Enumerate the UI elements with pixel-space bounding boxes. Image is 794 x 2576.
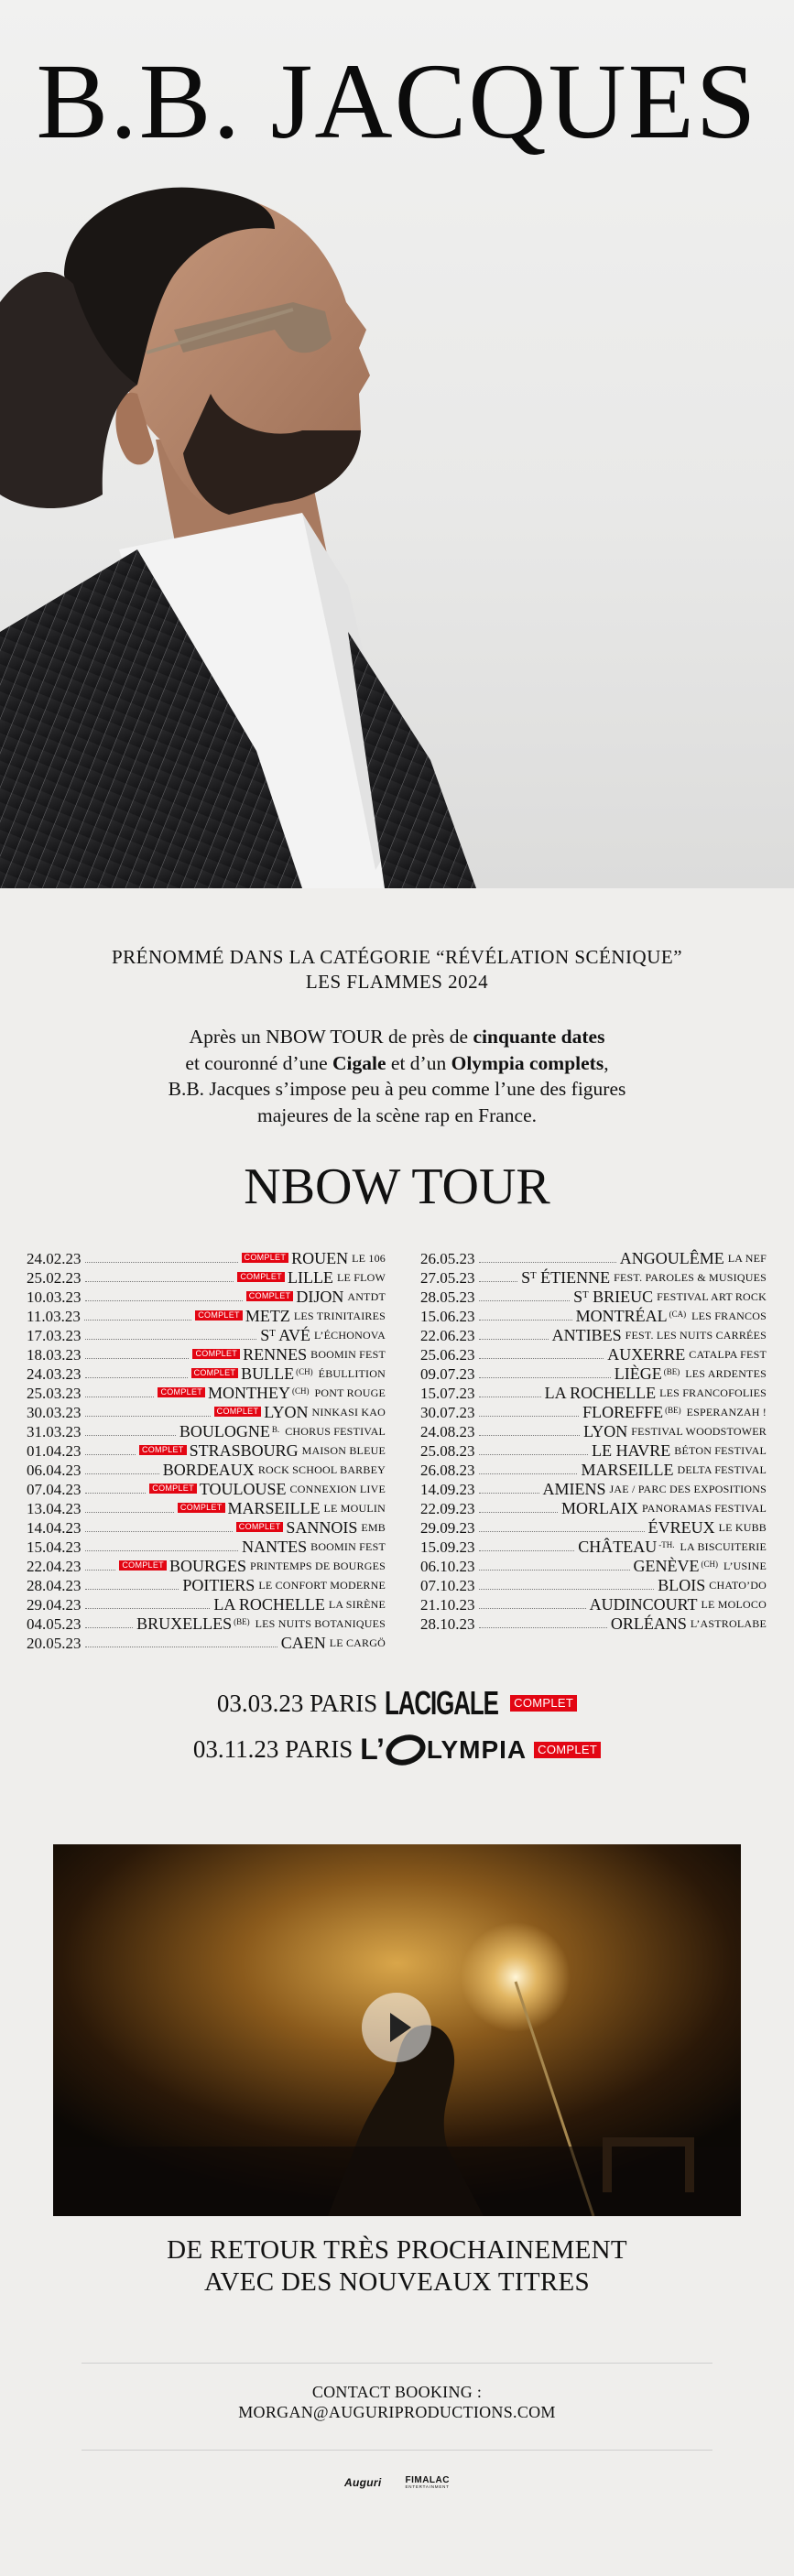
tour-date-row bbox=[420, 1267, 767, 1287]
divider bbox=[82, 2450, 712, 2451]
complet-badge: COMPLET bbox=[534, 1742, 601, 1758]
tour-date: 24.02.23 bbox=[27, 1250, 82, 1267]
dotted-leader bbox=[85, 1435, 176, 1436]
tour-venue: CATALPA FEST bbox=[689, 1348, 767, 1361]
tour-city: ANGOULÊME bbox=[619, 1249, 724, 1267]
paris-cigale-line bbox=[0, 1684, 794, 1722]
tour-city: GENÈVE bbox=[633, 1557, 700, 1575]
tour-city: AUDINCOURT bbox=[589, 1595, 698, 1614]
dotted-leader bbox=[479, 1589, 655, 1590]
tour-date: 11.03.23 bbox=[27, 1308, 81, 1325]
dotted-leader bbox=[479, 1358, 604, 1359]
dotted-leader bbox=[479, 1300, 571, 1301]
tour-date: 26.05.23 bbox=[420, 1250, 475, 1267]
dotted-leader bbox=[479, 1531, 645, 1532]
tour-venue: LA SIRÈNE bbox=[328, 1598, 386, 1611]
complet-badge: COMPLET bbox=[510, 1695, 577, 1712]
tour-venue: LES TRINITAIRES bbox=[293, 1310, 386, 1322]
complet-badge: COMPLET bbox=[191, 1368, 239, 1378]
tour-venue: BÉTON FESTIVAL bbox=[674, 1444, 767, 1457]
tour-date: 07.10.23 bbox=[420, 1577, 475, 1594]
tour-date-row bbox=[420, 1364, 767, 1383]
tour-venue: LES ARDENTES bbox=[685, 1367, 767, 1380]
country-code: (CH) bbox=[292, 1386, 310, 1396]
dotted-leader bbox=[85, 1550, 239, 1551]
tour-venue: BOOMIN FEST bbox=[310, 1540, 386, 1553]
tour-date: 07.04.23 bbox=[27, 1481, 82, 1498]
bio-line-1: Après un NBOW TOUR de près de cinquante dates bbox=[189, 1026, 605, 1048]
tour-city: LIÈGE bbox=[614, 1364, 662, 1383]
tour-date-row bbox=[420, 1306, 767, 1325]
tour-venue: LES FRANCOFOLIES bbox=[659, 1386, 767, 1399]
tour-date: 28.10.23 bbox=[420, 1615, 475, 1633]
tour-date-row bbox=[420, 1248, 767, 1267]
dotted-leader bbox=[85, 1512, 174, 1513]
bio-line-3: B.B. Jacques s’impose peu à peu comme l’une des figures bbox=[168, 1078, 626, 1100]
dotted-leader bbox=[85, 1627, 134, 1628]
tour-date-row bbox=[420, 1556, 767, 1575]
dotted-leader bbox=[85, 1358, 190, 1359]
dotted-leader bbox=[85, 1493, 147, 1494]
tour-city: Sᵀ ÉTIENNE bbox=[521, 1268, 611, 1287]
country-code: (CH) bbox=[701, 1560, 719, 1569]
tour-date-row bbox=[420, 1344, 767, 1364]
contact-section bbox=[0, 2382, 794, 2422]
tour-date-row bbox=[27, 1460, 386, 1479]
tour-venue: LE MOLOCO bbox=[701, 1598, 767, 1611]
tour-venue: LE CONFORT MODERNE bbox=[258, 1579, 386, 1592]
dotted-leader bbox=[85, 1262, 238, 1263]
tour-venue: ROCK SCHOOL BARBEY bbox=[257, 1463, 386, 1476]
complet-badge: COMPLET bbox=[192, 1349, 240, 1359]
dotted-leader bbox=[479, 1550, 575, 1551]
dotted-leader bbox=[85, 1531, 233, 1532]
tour-date-row bbox=[420, 1402, 767, 1421]
dotted-leader bbox=[479, 1493, 539, 1494]
dotted-leader bbox=[479, 1435, 581, 1436]
olympia-date: 03.11.23 PARIS bbox=[192, 1735, 353, 1763]
tour-city: LYON bbox=[264, 1403, 309, 1421]
tour-venue: PANORAMAS FESTIVAL bbox=[642, 1502, 767, 1515]
tour-venue: DELTA FESTIVAL bbox=[677, 1463, 767, 1476]
dotted-leader bbox=[479, 1339, 549, 1340]
tour-date-row bbox=[27, 1248, 386, 1267]
tour-date-row bbox=[27, 1614, 386, 1633]
tour-city: ORLÉANS bbox=[610, 1614, 687, 1633]
tour-city: MARSEILLE bbox=[227, 1499, 321, 1517]
tour-city: ANTIBES bbox=[551, 1326, 622, 1344]
hero-section bbox=[0, 0, 794, 888]
dotted-leader bbox=[85, 1281, 234, 1282]
tour-date: 22.09.23 bbox=[420, 1500, 475, 1517]
tour-venue: FEST. LES NUITS CARRÉES bbox=[625, 1329, 767, 1342]
video-player[interactable] bbox=[53, 1844, 741, 2216]
tour-date: 13.04.23 bbox=[27, 1500, 82, 1517]
tour-date-row bbox=[420, 1479, 767, 1498]
tour-venue: LE MOULIN bbox=[323, 1502, 386, 1515]
dotted-leader bbox=[85, 1473, 159, 1474]
tour-venue: LES NUITS BOTANIQUES bbox=[255, 1617, 386, 1630]
dotted-leader bbox=[479, 1416, 580, 1417]
tour-city: FLOREFFE bbox=[582, 1403, 664, 1421]
tour-date-row bbox=[420, 1537, 767, 1556]
play-icon[interactable] bbox=[360, 1991, 433, 2064]
tour-date: 17.03.23 bbox=[27, 1327, 82, 1344]
tour-venue: CHATO’DO bbox=[709, 1579, 767, 1592]
tour-venue: NINKASI KAO bbox=[311, 1406, 386, 1418]
dotted-leader bbox=[85, 1570, 116, 1571]
tour-date-row bbox=[27, 1364, 386, 1383]
tour-date: 28.05.23 bbox=[420, 1288, 475, 1306]
comeback-message bbox=[0, 2234, 794, 2299]
tour-date-row bbox=[27, 1498, 386, 1517]
tour-city: RENNES bbox=[243, 1345, 308, 1364]
contact-label: CONTACT BOOKING : bbox=[311, 2383, 483, 2401]
tour-date-row bbox=[27, 1537, 386, 1556]
dotted-leader bbox=[479, 1570, 630, 1571]
complet-badge: COMPLET bbox=[149, 1484, 197, 1494]
dotted-leader bbox=[85, 1377, 188, 1378]
artist-name-title: B.B. JACQUES bbox=[36, 41, 758, 161]
tour-venue: LA BISCUITERIE bbox=[680, 1540, 767, 1553]
complet-badge: COMPLET bbox=[237, 1272, 285, 1282]
fimalac-logo[interactable]: FIMALAC ENTERTAINMENT bbox=[405, 2475, 450, 2489]
tour-city: Sᵀ BRIEUC bbox=[573, 1288, 654, 1306]
dotted-leader bbox=[85, 1589, 179, 1590]
complet-badge: COMPLET bbox=[139, 1445, 187, 1455]
dotted-leader bbox=[84, 1320, 191, 1321]
tour-date-row bbox=[27, 1287, 386, 1306]
contact-email-link[interactable]: MORGAN@AUGURIPRODUCTIONS.COM bbox=[238, 2403, 556, 2421]
tour-date-row bbox=[27, 1306, 386, 1325]
tour-date: 18.03.23 bbox=[27, 1346, 82, 1364]
country-code: (BE) bbox=[663, 1367, 680, 1376]
tour-city: ROUEN bbox=[291, 1249, 349, 1267]
comeback-line-2: AVEC DES NOUVEAUX TITRES bbox=[203, 2267, 590, 2297]
tour-date: 25.08.23 bbox=[420, 1442, 475, 1460]
tour-venue: FESTIVAL WOODSTOWER bbox=[631, 1425, 767, 1438]
tour-date: 29.09.23 bbox=[420, 1519, 475, 1537]
tour-date-row bbox=[27, 1344, 386, 1364]
dotted-leader bbox=[479, 1473, 578, 1474]
tour-city: LYON bbox=[583, 1422, 628, 1440]
tour-venue: LES FRANCOS bbox=[691, 1310, 767, 1322]
dotted-leader bbox=[479, 1262, 616, 1263]
tour-date: 25.06.23 bbox=[420, 1346, 475, 1364]
tour-city: POITIERS bbox=[182, 1576, 256, 1594]
country-code: B. bbox=[271, 1425, 280, 1434]
tour-city: MONTHEY bbox=[208, 1384, 291, 1402]
dotted-leader bbox=[479, 1608, 586, 1609]
tour-city: BORDEAUX bbox=[162, 1461, 255, 1479]
tour-date-row bbox=[420, 1517, 767, 1537]
tour-city: AUXERRE bbox=[607, 1345, 686, 1364]
tour-date: 15.04.23 bbox=[27, 1538, 82, 1556]
complet-badge: COMPLET bbox=[195, 1310, 243, 1321]
tour-city: ÉVREUX bbox=[647, 1518, 715, 1537]
tour-date-row bbox=[27, 1633, 386, 1652]
tour-date: 22.06.23 bbox=[420, 1327, 475, 1344]
bio-paragraph bbox=[0, 1024, 794, 1128]
dotted-leader bbox=[85, 1416, 211, 1417]
tour-date: 26.08.23 bbox=[420, 1462, 475, 1479]
olympia-logo: L’ LYMPIA bbox=[360, 1733, 528, 1766]
complet-badge: COMPLET bbox=[158, 1387, 205, 1397]
tour-date-row bbox=[420, 1325, 767, 1344]
dotted-leader bbox=[479, 1512, 559, 1513]
dotted-leader bbox=[85, 1300, 243, 1301]
auguri-logo[interactable]: Auguri bbox=[344, 2476, 382, 2490]
tour-venue: ÉBULLITION bbox=[318, 1367, 386, 1380]
tour-date: 25.03.23 bbox=[27, 1385, 82, 1402]
divider bbox=[82, 2363, 712, 2364]
partner-logos bbox=[0, 2476, 794, 2490]
tour-date-row bbox=[420, 1460, 767, 1479]
tour-venue: LA NEF bbox=[727, 1252, 767, 1265]
country-code: -TH. bbox=[658, 1540, 675, 1549]
tour-date: 25.02.23 bbox=[27, 1269, 82, 1287]
tour-date: 30.03.23 bbox=[27, 1404, 82, 1421]
tour-date: 14.09.23 bbox=[420, 1481, 475, 1498]
tour-date: 21.10.23 bbox=[420, 1596, 475, 1614]
tour-date: 22.04.23 bbox=[27, 1558, 82, 1575]
tour-city: BULLE bbox=[241, 1364, 295, 1383]
olympia-o-icon bbox=[385, 1734, 427, 1766]
tour-date-row bbox=[27, 1594, 386, 1614]
tour-date: 30.07.23 bbox=[420, 1404, 475, 1421]
tour-city: SANNOIS bbox=[286, 1518, 358, 1537]
dotted-leader bbox=[85, 1454, 136, 1455]
tour-date: 01.04.23 bbox=[27, 1442, 82, 1460]
tour-venue: JAE / PARC DES EXPOSITIONS bbox=[609, 1483, 767, 1495]
tour-date-row bbox=[27, 1325, 386, 1344]
tour-venue: L’USINE bbox=[723, 1560, 767, 1572]
tour-date: 06.04.23 bbox=[27, 1462, 82, 1479]
tour-date-row bbox=[420, 1575, 767, 1594]
tour-venue: CONNEXION LIVE bbox=[289, 1483, 386, 1495]
tour-date: 27.05.23 bbox=[420, 1269, 475, 1287]
tour-venue: LE 106 bbox=[352, 1252, 386, 1265]
tour-date-row bbox=[27, 1556, 386, 1575]
tour-date-row bbox=[27, 1383, 386, 1402]
tour-date: 15.07.23 bbox=[420, 1385, 475, 1402]
complet-badge: COMPLET bbox=[119, 1560, 167, 1571]
award-year: LES FLAMMES 2024 bbox=[305, 971, 489, 993]
bio-line-4: majeures de la scène rap en France. bbox=[256, 1103, 538, 1126]
tour-city: Sᵀ AVÉ bbox=[260, 1326, 310, 1344]
tour-date: 10.03.23 bbox=[27, 1288, 82, 1306]
tour-city: AMIENS bbox=[542, 1480, 606, 1498]
tour-city: TOULOUSE bbox=[199, 1480, 287, 1498]
tour-city: LA ROCHELLE bbox=[544, 1384, 657, 1402]
tour-city: MONTRÉAL bbox=[575, 1307, 668, 1325]
tour-city: STRASBOURG bbox=[189, 1441, 299, 1460]
dotted-leader bbox=[85, 1339, 257, 1340]
country-code: (BE) bbox=[665, 1406, 681, 1415]
tour-city: NANTES bbox=[242, 1538, 308, 1556]
tour-venue: PRINTEMPS DE BOURGES bbox=[249, 1560, 386, 1572]
tour-city: BOULOGNE bbox=[179, 1422, 270, 1440]
tour-date-row bbox=[27, 1421, 386, 1440]
complet-badge: COMPLET bbox=[214, 1407, 262, 1417]
tour-city: LE HAVRE bbox=[592, 1441, 671, 1460]
tour-city: BOURGES bbox=[169, 1557, 246, 1575]
tour-venue: EMB bbox=[361, 1521, 386, 1534]
tour-date: 24.08.23 bbox=[420, 1423, 475, 1440]
complet-badge: COMPLET bbox=[236, 1522, 284, 1532]
tour-date-row bbox=[27, 1402, 386, 1421]
tour-city: MORLAIX bbox=[561, 1499, 639, 1517]
tour-date-row bbox=[420, 1594, 767, 1614]
tour-city: LILLE bbox=[287, 1268, 333, 1287]
tour-city: DIJON bbox=[296, 1288, 344, 1306]
dotted-leader bbox=[85, 1608, 211, 1609]
tour-date-row bbox=[420, 1440, 767, 1460]
tour-venue: LE FLOW bbox=[336, 1271, 386, 1284]
tour-date: 06.10.23 bbox=[420, 1558, 475, 1575]
la-cigale-logo: LACIGALE bbox=[385, 1684, 499, 1722]
tour-venue: L’ASTROLABE bbox=[690, 1617, 767, 1630]
tour-date-row bbox=[420, 1287, 767, 1306]
tour-venue: FESTIVAL ART ROCK bbox=[657, 1290, 767, 1303]
tour-venue: PONT ROUGE bbox=[314, 1386, 386, 1399]
tour-date: 20.05.23 bbox=[27, 1635, 82, 1652]
dotted-leader bbox=[479, 1281, 518, 1282]
tour-venue: L’ÉCHONOVA bbox=[313, 1329, 386, 1342]
tour-city: BLOIS bbox=[658, 1576, 706, 1594]
tour-date: 14.04.23 bbox=[27, 1519, 82, 1537]
tour-date: 09.07.23 bbox=[420, 1365, 475, 1383]
tour-venue: ESPERANZAH ! bbox=[686, 1406, 767, 1418]
tour-venue: CHORUS FESTIVAL bbox=[285, 1425, 386, 1438]
dotted-leader bbox=[479, 1377, 611, 1378]
tour-date: 15.09.23 bbox=[420, 1538, 475, 1556]
country-code: (BE) bbox=[234, 1617, 250, 1626]
tour-city: CHÂTEAU bbox=[578, 1538, 658, 1556]
tour-dates-right bbox=[420, 1248, 767, 1633]
tour-date: 15.06.23 bbox=[420, 1308, 475, 1325]
dotted-leader bbox=[479, 1627, 607, 1628]
complet-badge: COMPLET bbox=[242, 1253, 289, 1263]
tour-title: NBOW TOUR bbox=[244, 1158, 550, 1215]
tour-date-row bbox=[420, 1498, 767, 1517]
tour-date-row bbox=[420, 1383, 767, 1402]
complet-badge: COMPLET bbox=[178, 1503, 225, 1513]
tour-venue: FEST. PAROLES & MUSIQUES bbox=[614, 1271, 767, 1284]
tour-date: 31.03.23 bbox=[27, 1423, 82, 1440]
tour-date-row bbox=[27, 1575, 386, 1594]
tour-venue: LE CARGÖ bbox=[329, 1636, 386, 1649]
tour-date-row bbox=[27, 1440, 386, 1460]
tour-date: 24.03.23 bbox=[27, 1365, 82, 1383]
dotted-leader bbox=[479, 1454, 589, 1455]
bio-line-2: et couronné d’une Cigale et d’un Olympia complets, bbox=[185, 1051, 609, 1074]
paris-olympia-line bbox=[0, 1733, 794, 1766]
country-code: (CA) bbox=[669, 1310, 687, 1319]
tour-dates-left bbox=[27, 1248, 386, 1652]
comeback-line-1: DE RETOUR TRÈS PROCHAINEMENT bbox=[167, 2235, 627, 2265]
award-line: PRÉNOMMÉ DANS LA CATÉGORIE “RÉVÉLATION SCÉNIQUE” bbox=[111, 946, 683, 968]
tour-venue: LE KUBB bbox=[718, 1521, 767, 1534]
cigale-date: 03.03.23 PARIS bbox=[216, 1689, 378, 1717]
tour-date-row bbox=[27, 1267, 386, 1287]
intro-section bbox=[0, 945, 794, 1128]
tour-venue: MAISON BLEUE bbox=[301, 1444, 386, 1457]
country-code: (CH) bbox=[296, 1367, 313, 1376]
tour-date: 28.04.23 bbox=[27, 1577, 82, 1594]
tour-date-row bbox=[420, 1614, 767, 1633]
tour-city: LA ROCHELLE bbox=[213, 1595, 325, 1614]
tour-city: METZ bbox=[245, 1307, 290, 1325]
tour-date: 29.04.23 bbox=[27, 1596, 82, 1614]
complet-badge: COMPLET bbox=[246, 1291, 294, 1301]
dotted-leader bbox=[479, 1320, 572, 1321]
tour-venue: ANTDT bbox=[347, 1290, 386, 1303]
tour-city: MARSEILLE bbox=[581, 1461, 674, 1479]
tour-date-row bbox=[27, 1517, 386, 1537]
tour-city: CAEN bbox=[280, 1634, 326, 1652]
tour-date-row bbox=[420, 1421, 767, 1440]
tour-city: BRUXELLES bbox=[136, 1614, 233, 1633]
tour-date-row bbox=[27, 1479, 386, 1498]
tour-venue: BOOMIN FEST bbox=[310, 1348, 386, 1361]
tour-date: 04.05.23 bbox=[27, 1615, 82, 1633]
